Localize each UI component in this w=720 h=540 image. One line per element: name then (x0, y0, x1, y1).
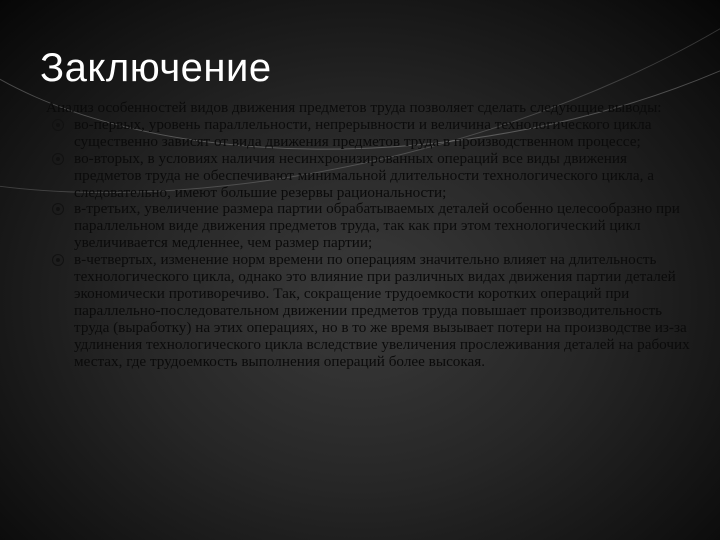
list-item-text: в-четвертых, изменение норм времени по операциям значительно влияет на длительность технологического цикла, однако это влияние при различных видах движения партии деталей экономически противоречиво. Так, сокращение трудоемкости коротких операций при параллельно-последовательном движении предметов труда повышает производительность труда (выработку) на этих операциях, но в то же время вызывает потери на производстве из-за удлинения технологического цикла вследствие увеличения прослеживания деталей на рабочих местах, где трудоемкость выполнения операций более высокая. (74, 251, 690, 370)
list-item (46, 117, 696, 151)
list-item-text: во-вторых, в условиях наличия несинхронизированных операций все виды движения предметов труда не обеспечивают минимальной длительности технологического цикла, а следовательно, имеют большие резервы рациональности; (74, 149, 654, 201)
slide-title: Заключение (40, 46, 272, 90)
circle-bullet-icon (52, 203, 64, 215)
slide-body (46, 100, 696, 371)
circle-bullet-icon (52, 119, 64, 131)
list-item-text: во-первых, уровень параллельности, непрерывности и величина технологического цикла существенно зависят от вида движения предметов труда в производственном процессе; (74, 115, 652, 150)
list-item (46, 252, 696, 370)
intro-text: Анализ особенностей видов движения предметов труда позволяет сделать следующие выводы: (46, 99, 662, 116)
list-item (46, 151, 696, 202)
conclusion-list (46, 117, 696, 371)
list-item-text: в-третьих, увеличение размера партии обрабатываемых деталей особенно целесообразно при параллельном виде движения предметов труда, так как при этом технологический цикл увеличивается медленнее, чем размер партии; (74, 200, 680, 252)
list-item (46, 201, 696, 252)
circle-bullet-icon (52, 254, 64, 266)
circle-bullet-icon (52, 153, 64, 165)
